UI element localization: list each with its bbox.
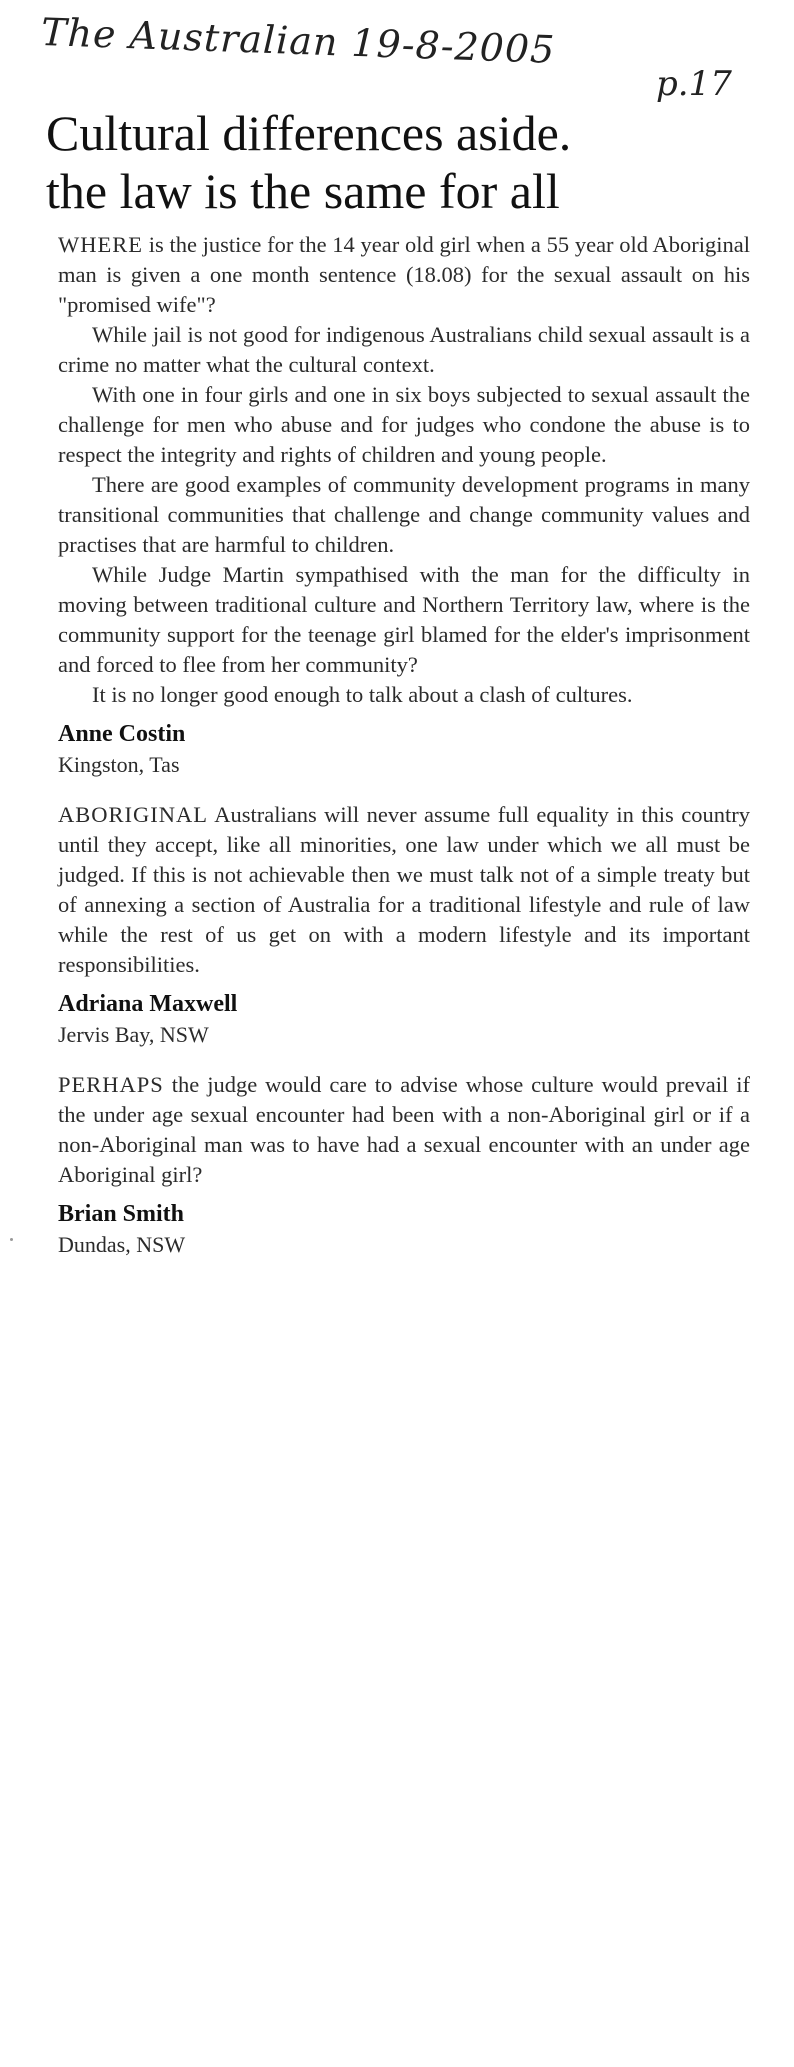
author-location: Kingston, Tas <box>58 752 180 777</box>
author-name: Adriana Maxwell <box>58 991 238 1017</box>
letter-paragraph: With one in four girls and one in six boys subjected to sexual assault the challenge for men who abuse and for judges who condone the abuse is to respect the integrity and rights of children and young people. <box>58 382 750 467</box>
letter-3 <box>58 1070 750 1260</box>
scan-speck <box>10 1238 13 1241</box>
letter-paragraph: WHERE is the justice for the 14 year old girl when a 55 year old Aboriginal man is given a one month sentence (18.08) for the sexual assault on his "promised wife"? <box>58 232 750 317</box>
letter-lead-word: ABORIGINAL <box>58 802 208 827</box>
page-number-note: p.17 <box>656 64 732 104</box>
letter-paragraph: PERHAPS the judge would care to advise whose culture would prevail if the under age sexual encounter had been with a non-Aboriginal girl or if a non-Aboriginal man was to have had a sexual encounter with an under age Aboriginal girl? <box>58 1072 750 1187</box>
letter-1 <box>58 230 750 780</box>
headline <box>46 104 746 220</box>
author-location: Jervis Bay, NSW <box>58 1022 209 1047</box>
letter-lead-word: PERHAPS <box>58 1072 164 1097</box>
letter-paragraph: ABORIGINAL Australians will never assume full equality in this country until they accept, like all minorities, one law under which we all must be judged. If this is not achievable then we must talk not of a simple treaty but of annexing a section of Australia for a traditional lifestyle and rule of law while the rest of us get on with a modern lifestyle and its important responsibilities. <box>58 802 750 977</box>
author-name: Brian Smith <box>58 1201 185 1227</box>
letter-paragraph: There are good examples of community development programs in many transitional communities that challenge and change community values and practises that are harmful to children. <box>58 472 750 557</box>
publication-date-note: The Australian 19-8-2005 <box>40 10 557 72</box>
letter-paragraph: While jail is not good for indigenous Australians child sexual assault is a crime no matter what the cultural context. <box>58 322 750 377</box>
author-location: Dundas, NSW <box>58 1232 186 1257</box>
letter-paragraph: It is no longer good enough to talk about a clash of cultures. <box>92 682 633 707</box>
author-name: Anne Costin <box>58 721 186 747</box>
headline-line-2: the law is the same for all <box>46 163 560 219</box>
letters-column <box>58 230 750 1280</box>
headline-line-1: Cultural differences aside. <box>46 105 572 161</box>
letter-lead-word: WHERE <box>58 232 143 257</box>
letter-paragraph: While Judge Martin sympathised with the man for the difficulty in moving between traditional culture and Northern Territory law, where is the community support for the teenage girl blamed for the elder's imprisonment and forced to flee from her community? <box>58 562 750 677</box>
letter-2 <box>58 800 750 1050</box>
handwritten-annotation <box>42 10 762 110</box>
